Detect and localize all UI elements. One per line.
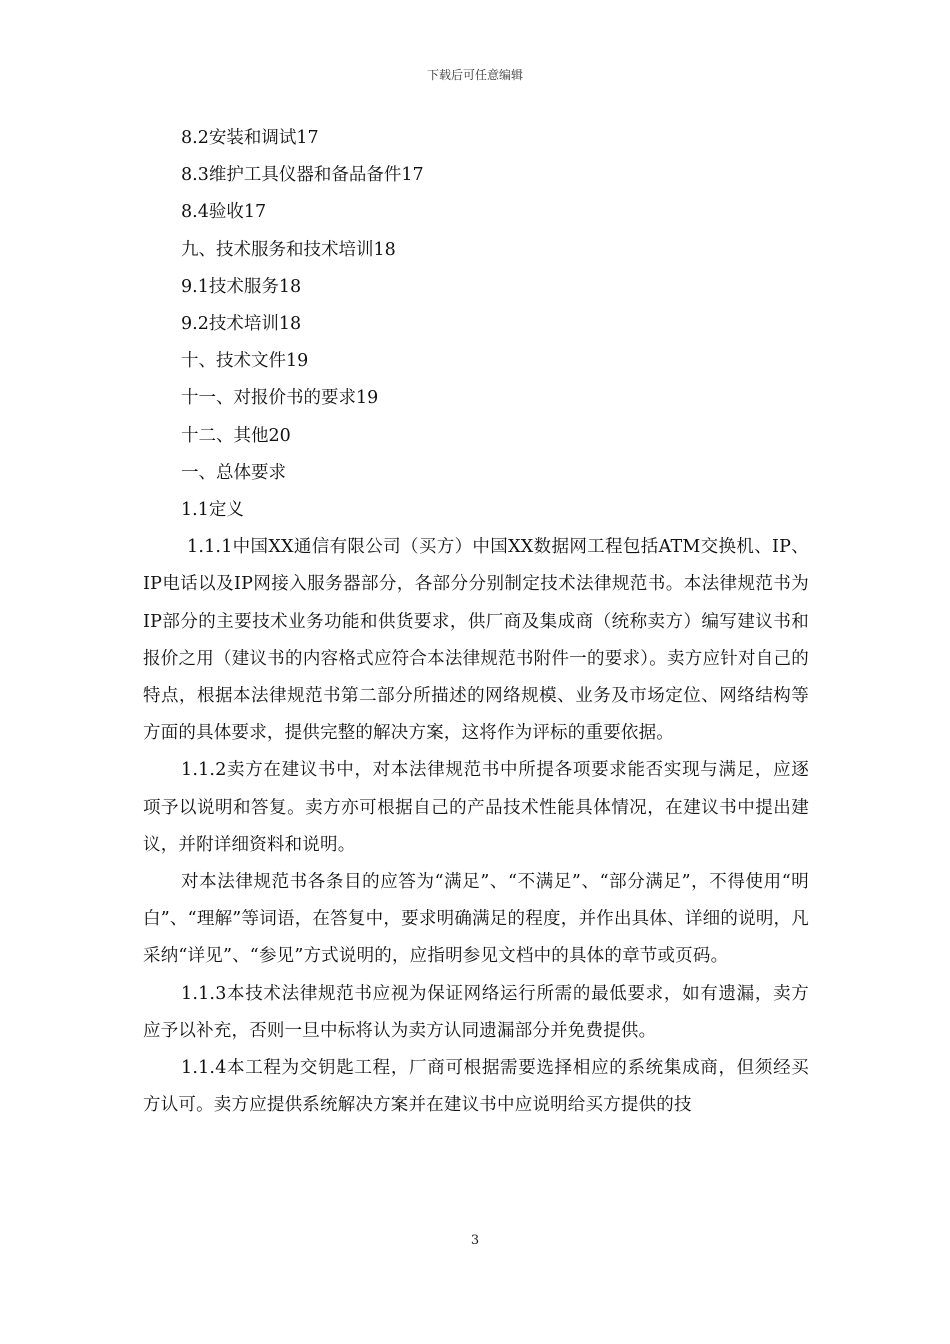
body-paragraph: 1.1.4本工程为交钥匙工程，厂商可根据需要选择相应的系统集成商，但须经买方认可。卖方应提供系统解决方案并在建议书中应说明给买方提供的技 bbox=[143, 1058, 809, 1116]
toc-entry: 十二、其他20 bbox=[181, 425, 291, 446]
body-paragraph: 1.1.2卖方在建议书中，对本法律规范书中所提各项要求能否实现与满足，应逐项予以说明和答复。卖方亦可根据自己的产品技术性能具体情况，在建议书中提出建议，并附详细资料和说明。 bbox=[143, 760, 809, 855]
toc-entry: 8.2安装和调试17 bbox=[181, 128, 319, 148]
toc-entry: 8.4验收17 bbox=[181, 202, 267, 223]
body-paragraph: 1.1.1中国XX通信有限公司（买方）中国XX数据网工程包括ATM交换机、IP、IP电话以及IP网接入服务器部分，各部分分别制定技术法律规范书。本法律规范书为IP部分的主要技术业务功能和供货要求，供厂商及集成商（统称卖方）编写建议书和报价之用（建议书的内容格式应符合本法律规范书附件一的要求）。卖方应针对自己的特点，根据本法律规范书第二部分所描述的网络规模、业务及市场定位、网络结构等方面的具体要求，提供完整的解决方案，这将作为评标的重要依据。 bbox=[143, 537, 809, 744]
toc-entry: 8.3维护工具仪器和备品备件17 bbox=[181, 165, 424, 186]
subsection-heading: 1.1定义 bbox=[181, 500, 244, 521]
toc-entry: 十一、对报价书的要求19 bbox=[181, 388, 379, 409]
page-number: 3 bbox=[470, 1233, 480, 1248]
page-header: 下载后可任意编辑 bbox=[426, 68, 523, 82]
body-paragraph: 对本法律规范书各条目的应答为“满足”、“不满足”、“部分满足”，不得使用“明白”、“理解”等词语，在答复中，要求明确满足的程度，并作出具体、详细的说明，凡采纳“详见”、“参见”方式说明的，应指明参见文档中的具体的章节或页码。 bbox=[143, 872, 809, 967]
toc-entry: 9.2技术培训18 bbox=[181, 314, 302, 335]
toc-entry: 九、技术服务和技术培训18 bbox=[181, 239, 396, 260]
body-paragraph: 1.1.3本技术法律规范书应视为保证网络运行所需的最低要求，如有遗漏，卖方应予以补充，否则一旦中标将认为卖方认同遗漏部分并免费提供。 bbox=[143, 983, 809, 1041]
toc-entry: 十、技术文件19 bbox=[181, 351, 309, 372]
page-content bbox=[143, 120, 809, 1124]
section-heading: 一、总体要求 bbox=[181, 462, 286, 483]
toc-entry: 9.1技术服务18 bbox=[181, 276, 302, 297]
